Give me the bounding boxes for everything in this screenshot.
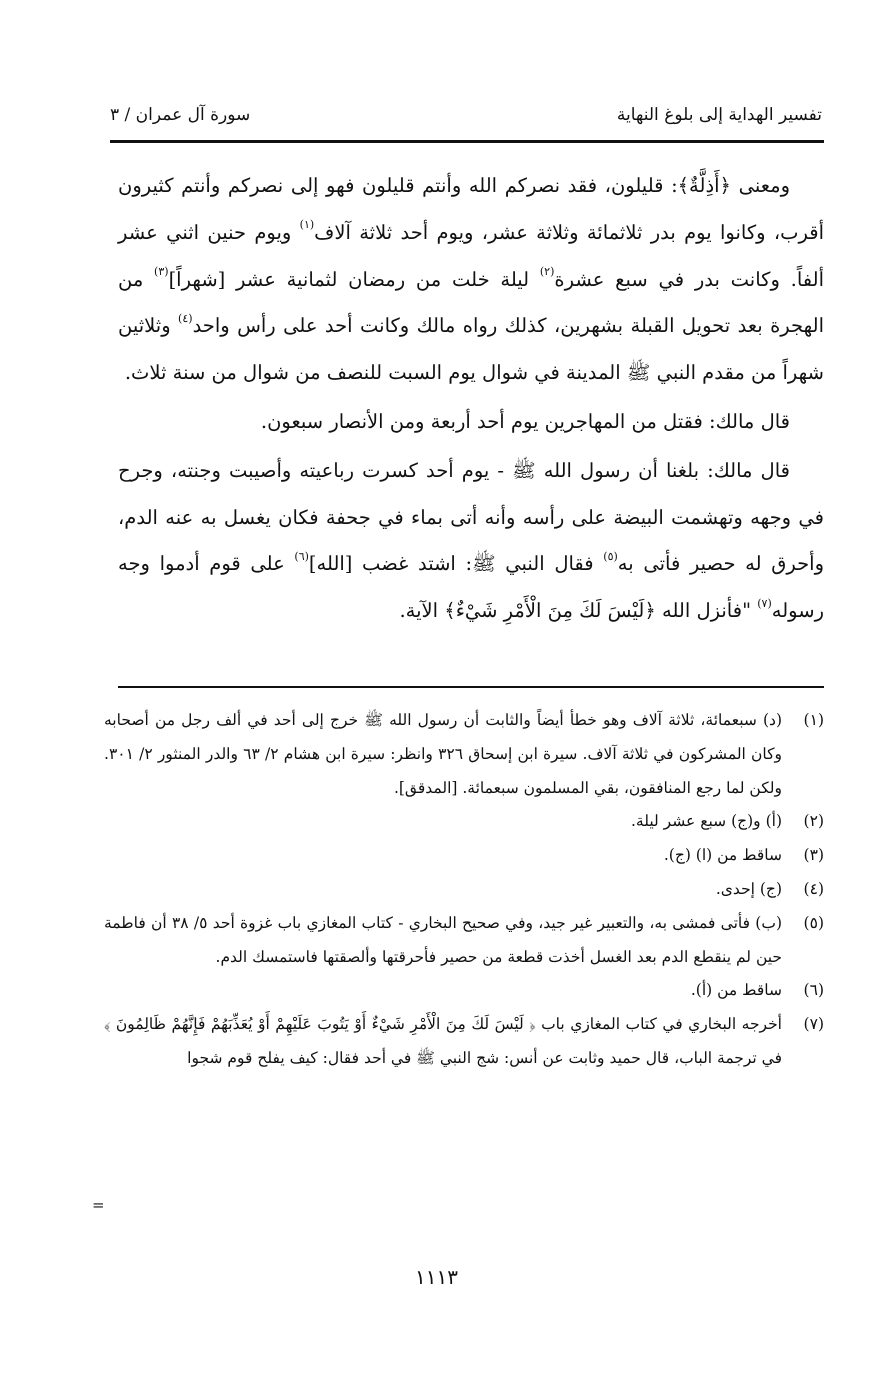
footnote-number: (٢) (803, 812, 824, 831)
footnote (104, 873, 824, 907)
footnote-text: ساقط من (ا) (ج). (663, 846, 782, 865)
paragraph-1 (118, 163, 824, 397)
running-header (110, 100, 822, 130)
continuation-mark: = (92, 1196, 105, 1214)
footnote (104, 907, 824, 975)
paragraph-1-part-5: وثلاثين شهراً من مقدم النبي ﷺ المدينة في شوال يوم السبت للنصف من شوال من سنة ثلاث. (118, 314, 824, 385)
paragraph-1-part-4: من الهجرة بعد تحويل القبلة بشهرين، كذلك رواه مالك وكانت أحد على رأس واحد (118, 267, 824, 338)
footnote (104, 704, 824, 805)
paragraph-1-part-2: ويوم حنين اثني عشر ألفاً. وكانت بدر في سبع عشرة (118, 220, 824, 291)
footnote-ref-7: (٧) (757, 596, 772, 610)
paragraph-3-part-2: فقال النبي ﷺ: اشتد غضب [الله] (308, 552, 604, 576)
footnote-number: (٧) (803, 1015, 824, 1034)
footnote-ref-3: (٣) (154, 265, 169, 279)
footnote-number: (٣) (803, 846, 824, 865)
footnote-rule (118, 686, 824, 688)
footnote-number: (٤) (803, 879, 824, 898)
footnote-text: (أ) و(ج) سبع عشر ليلة. (630, 812, 782, 831)
paragraph-1-part-3: ليلة خلت من رمضان لثمانية عشر [شهراً] (168, 267, 540, 291)
header-rule (110, 140, 824, 143)
footnote-ref-4: (٤) (178, 311, 193, 325)
main-text (118, 163, 824, 635)
paragraph-2: قال مالك: فقتل من المهاجرين يوم أحد أربعة ومن الأنصار سبعون. (260, 409, 790, 433)
footnote-ref-6: (٦) (294, 549, 309, 563)
book-title: تفسير الهداية إلى بلوغ النهاية (616, 105, 822, 125)
page-number: ١١١٣ (415, 1265, 458, 1289)
footnote-text: (ب) فأتى فمشى به، والتعبير غير جيد، وفي صحيح البخاري - كتاب المغازي باب غزوة أحد ٥/ ٣٨ أن فاطمة حين لم ينقطع الدم بعد الغسل أخذت قطعة من حصير فأحرقتها وألصقتها فاستمسك الدم. (104, 913, 782, 966)
footnote (104, 1008, 824, 1076)
footnote-text: (ج) إحدى. (715, 879, 782, 898)
footnote-number: (١) (803, 711, 824, 729)
footnote (104, 805, 824, 839)
footnote-text: ساقط من (أ). (690, 981, 782, 1000)
footnote-ref-2: (٢) (539, 265, 555, 279)
footnote-text: أخرجه البخاري في كتاب المغازي باب ﴿ لَيْسَ لَكَ مِنَ الْأَمْرِ شَيْءٌ أَوْ يَتُوبَ عَلَيْهِمْ أَوْ يُعَذِّبَهُمْ فَإِنَّهُمْ ظَالِمُونَ ﴾ في ترجمة الباب، قال حميد وثابت عن أنس: شج النبي ﷺ في أحد فقال: كيف يفلح قوم شجوا (104, 1015, 782, 1067)
footnote (104, 974, 824, 1008)
footnote-ref-1: (١) (299, 218, 315, 232)
footnote (104, 839, 824, 873)
footnote-ref-5: (٥) (603, 549, 618, 563)
surah-label: سورة آل عمران / ٣ (110, 105, 251, 125)
paragraph-3-part-4: "فأنزل الله ﴿لَيْسَ لَكَ مِنَ الْأَمْرِ شَيْءٌ﴾ الآية. (399, 599, 758, 623)
paragraph-1-part-1: ومعنى ﴿أَذِلَّةٌ﴾: قليلون، فقد نصركم الله وأنتم قليلون فهو إلى نصركم وأنتم كثيرون أقرب، وكانوا يوم بدر ثلاثمائة وثلاثة عشر، ويوم أحد ثلاثة آلاف (118, 174, 824, 244)
paragraph-3 (118, 448, 824, 635)
paragraph-3-part-3: على قوم أدموا وجه رسوله (118, 552, 824, 623)
paragraph-3-part-1: قال مالك: بلغنا أن رسول الله ﷺ - يوم أحد كسرت رباعيته وأصيبت وجنته، وجرح في وجهه وتهشمت البيضة على رأسه وأنه أتى بماء في جحفة فكان يغسل به عنه الدم، وأحرق له حصير فأتى به (118, 458, 825, 576)
footnote-number: (٥) (803, 913, 824, 932)
footnote-number: (٦) (803, 981, 824, 1000)
footnotes (104, 704, 824, 1076)
footnote-text: (د) سبعمائة، ثلاثة آلاف وهو خطأ أيضاً والثابت أن رسول الله ﷺ خرج إلى أحد في ألف رجل من أصحابه وكان المشركون في ثلاثة آلاف. سيرة ابن إسحاق ٣٢٦ وانظر: سيرة ابن هشام ٢/ ٦٣ والدر المنثور ٢/ ٣٠١. ولكن لما رجع المنافقون، بقي المسلمون سبعمائة. [المدقق]. (104, 711, 782, 797)
